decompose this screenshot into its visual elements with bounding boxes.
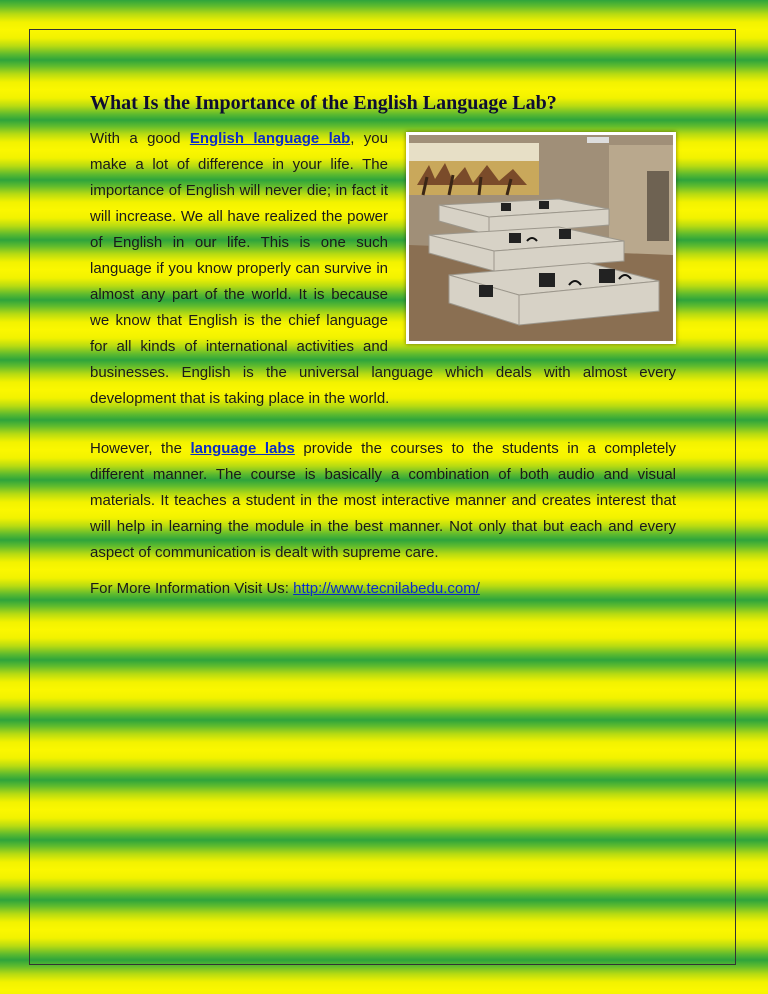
paragraph-1 xyxy=(90,126,676,412)
paragraph-1-text-start: With a good xyxy=(90,130,190,147)
language-lab-photo xyxy=(406,132,676,344)
article xyxy=(90,90,676,602)
paragraph-2-text-start: However, the xyxy=(90,440,191,457)
article-title: What Is the Importance of the English Language Lab? xyxy=(90,92,557,114)
paragraph-2-text-end: provide the courses to the students in a completely different manner. The course is basically a combination of both audio and visual materials. It teaches a student in the most interactive manner and creates interest that will help in learning the module in the best manner. Not only that but each and every aspect of communication is dealt with supreme care. xyxy=(90,440,677,561)
website-link[interactable]: http://www.tecnilabedu.com/ xyxy=(293,580,480,597)
paragraph-1-text-end: , you make a lot of difference in your life. The importance of English will never die; in fact it will increase. We all have realized the power of English in our life. This is one such language if you know properly can survive in almost any part of the world. It is because we know that English is the chief language for all kinds of international activities and businesses. English is the universal language which deals with almost every development that is taking place in the world. xyxy=(90,130,676,407)
paragraph-2 xyxy=(90,436,676,566)
more-info-line xyxy=(90,576,676,602)
language-labs-link[interactable]: language labs xyxy=(190,440,295,457)
more-info-label: For More Information Visit Us: xyxy=(90,580,294,597)
english-language-lab-link[interactable]: English language lab xyxy=(189,130,351,147)
